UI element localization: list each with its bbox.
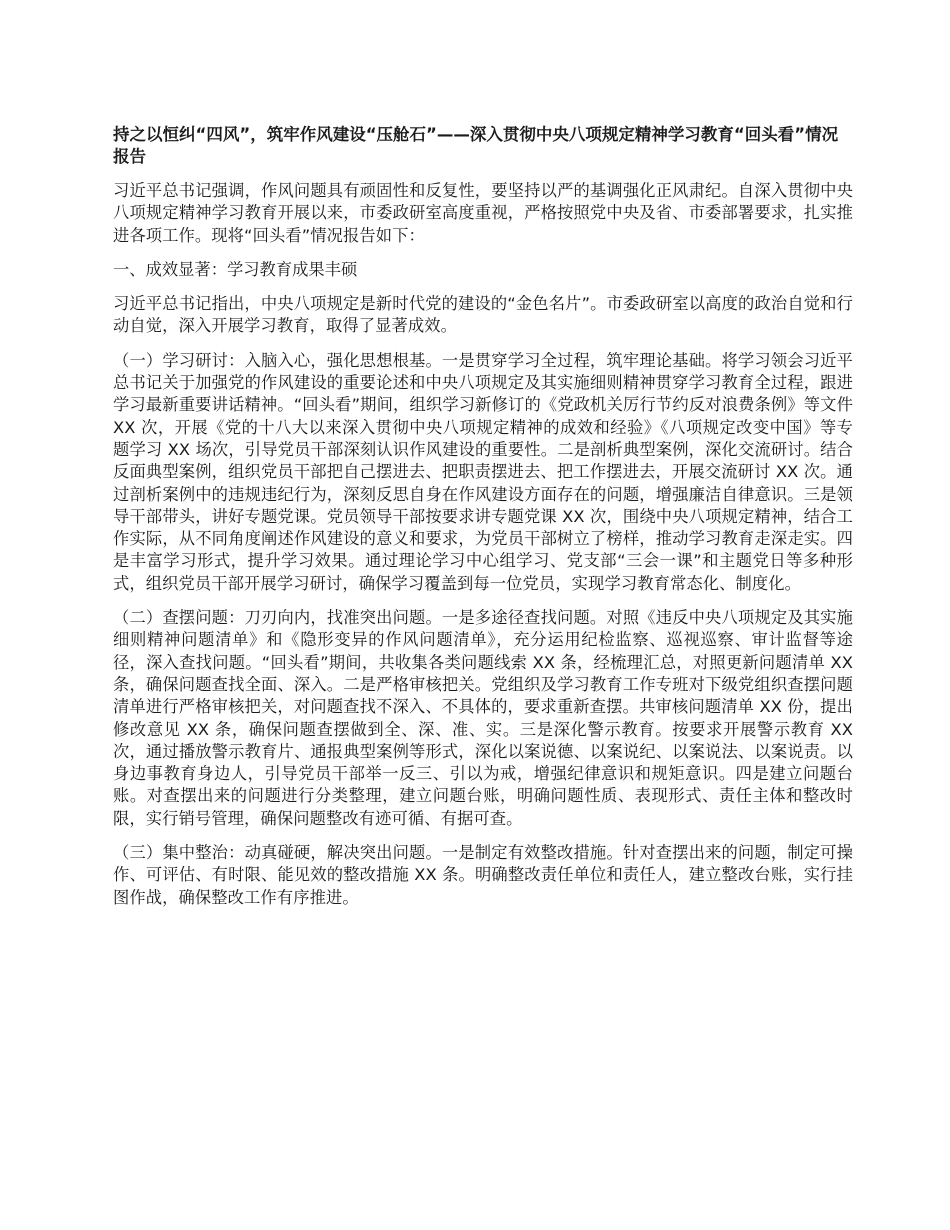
document-title: 持之以恒纠“四风”，筑牢作风建设“压舱石”——深入贯彻中央八项规定精神学习教育“回头看”情况报告 bbox=[113, 125, 839, 166]
document-page bbox=[113, 124, 853, 921]
section-heading: 一、成效显著：学习教育成果丰硕 bbox=[113, 259, 358, 279]
intro-paragraph: 习近平总书记强调，作风问题具有顽固性和反复性，要坚持以严的基调强化正风肃纪。自深入贯彻中央八项规定精神学习教育开展以来，市委政研室高度重视，严格按照党中央及省、市委部署要求，扎实推进各项工作。现将“回头看”情况报告如下： bbox=[113, 181, 853, 245]
section-intro-paragraph: 习近平总书记指出，中央八项规定是新时代党的建设的“金色名片”。市委政研室以高度的政治自觉和行动自觉，深入开展学习教育，取得了显著成效。 bbox=[113, 294, 853, 336]
study-discussion-paragraph: （一）学习研讨：入脑入心，强化思想根基。一是贯穿学习全过程，筑牢理论基础。将学习领会习近平总书记关于加强党的作风建设的重要论述和中央八项规定及其实施细则精神贯穿学习教育全过程，跟进学习最新重要讲话精神。“回头看”期间，组织学习新修订的《党政机关厉行节约反对浪费条例》等文件 XX 次，开展《党的十八大以来深入贯彻中央八项规定精神的成效和经验》《八项规定改变中国》等专题学习 XX 场次，引导党员干部深刻认识作风建设的重要性。二是剖析典型案例，深化交流研讨。结合反面典型案例，组织党员干部把自己摆进去、把职责摆进去、把工作摆进去，开展交流研讨 XX 次。通过剖析案例中的违规违纪行为，深刻反思自身在作风建设方面存在的问题，增强廉洁自律意识。三是领导干部带头，讲好专题党课。党员领导干部按要求讲专题党课 XX 次，围绕中央八项规定精神，结合工作实际，从不同角度阐述作风建设的意义和要求，为党员干部树立了榜样，推动学习教育走深走实。四是丰富学习形式，提升学习效果。通过理论学习中心组学习、党支部“三会一课”和主题党日等多种形式，组织党员干部开展学习研讨，确保学习覆盖到每一位党员，实现学习教育常态化、制度化。 bbox=[113, 350, 853, 593]
problem-finding-paragraph: （二）查摆问题：刀刃向内，找准突出问题。一是多途径查找问题。对照《违反中央八项规定及其实施细则精神问题清单》和《隐形变异的作风问题清单》，充分运用纪检监察、巡视巡察、审计监督等途径，深入查找问题。“回头看”期间，共收集各类问题线索 XX 条，经梳理汇总，对照更新问题清单 XX 条，确保问题查找全面、深入。二是严格审核把关。党组织及学习教育工作专班对下级党组织查摆问题清单进行严格审核把关，对问题查找不深入、不具体的，要求重新查摆。共审核问题清单 XX 份，提出修改意见 XX 条，确保问题查摆做到全、深、准、实。三是深化警示教育。按要求开展警示教育 XX 次，通过播放警示教育片、通报典型案例等形式，深化以案说德、以案说纪、以案说法、以案说责。以身边事教育身边人，引导党员干部举一反三、引以为戒，增强纪律意识和规矩意识。四是建立问题台账。对查摆出来的问题进行分类整理，建立问题台账，明确问题性质、表现形式、责任主体和整改时限，实行销号管理，确保问题整改有迹可循、有据可查。 bbox=[113, 608, 853, 828]
rectification-paragraph: （三）集中整治：动真碰硬，解决突出问题。一是制定有效整改措施。针对查摆出来的问题，制定可操作、可评估、有时限、能见效的整改措施 XX 条。明确整改责任单位和责任人，建立整改台账，实行挂图作战，确保整改工作有序推进。 bbox=[113, 843, 853, 907]
